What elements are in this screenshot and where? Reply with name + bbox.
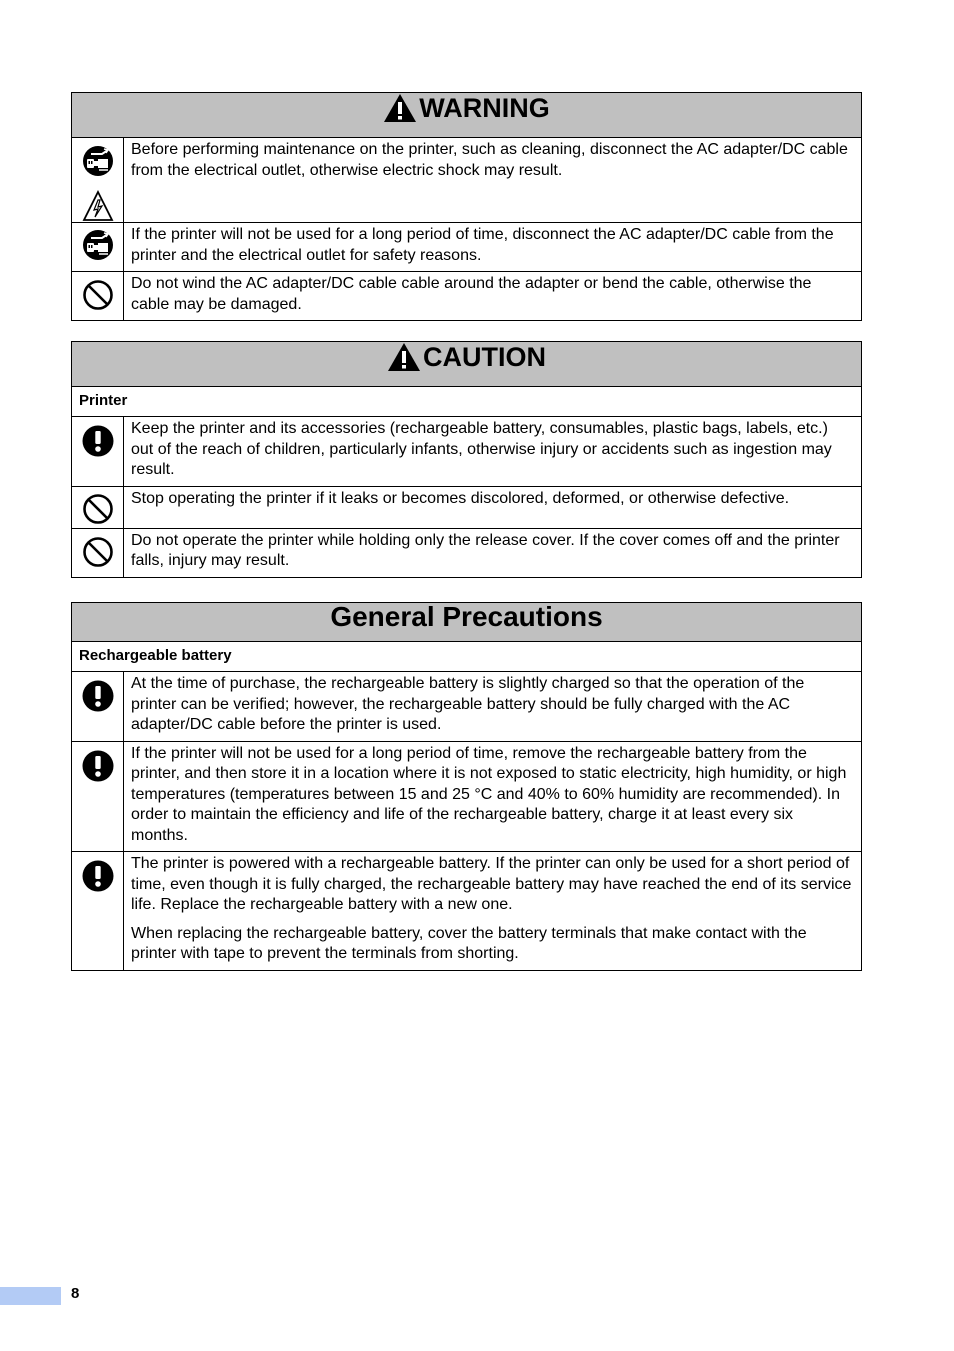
table-row <box>72 672 862 742</box>
mandatory-icon <box>82 750 114 782</box>
row-text: Before performing maintenance on the printer, such as cleaning, disconnect the AC adapter/DC cable from the electrical outlet, otherwise electric shock may result. <box>131 141 848 179</box>
prohibited-icon <box>82 279 114 311</box>
section-heading: Printer <box>72 387 862 417</box>
unplug-icon <box>82 145 114 177</box>
warning-triangle-icon <box>387 342 421 372</box>
table-row <box>72 741 862 852</box>
row-text: If the printer will not be used for a long period of time, remove the rechargeable battery from the printer, and then store it in a location where it is not exposed to static electricity, high humidity, or high temperatures (temperatures between 15 and 25 °C and 40% to 60% humidity are recommended). In order to maintain the efficiency and life of the rechargeable battery, charge it at least every six months. <box>131 744 847 844</box>
row-text: At the time of purchase, the rechargeable battery is slightly charged so that the operation of the printer can be verified; however, the rechargeable battery should be fully charged with the AC adapter/DC cable before the printer is used. <box>131 675 805 733</box>
prohibited-icon <box>82 493 114 525</box>
prohibited-icon <box>82 536 114 568</box>
caution-header <box>72 342 862 387</box>
mandatory-icon <box>82 860 114 892</box>
row-text-secondary: When replacing the rechargeable battery, cover the battery terminals that make contact with the printer with tape to prevent the terminals from shorting. <box>131 924 807 962</box>
row-text: Do not operate the printer while holding only the release cover. If the cover comes off and the printer falls, injury may result. <box>131 531 840 569</box>
table-row <box>72 417 862 487</box>
table-row <box>72 486 862 528</box>
caution-table <box>71 341 862 578</box>
warning-triangle-icon <box>383 93 417 123</box>
warning-title: WARNING <box>419 92 550 123</box>
row-text: Keep the printer and its accessories (rechargeable battery, consumables, plastic bags, labels, etc.) out of the reach of children, particularly infants, otherwise injury or accidents such as ingestion may result. <box>131 420 832 478</box>
general-title: General Precautions <box>330 601 603 632</box>
table-row <box>72 852 862 971</box>
electric-shock-icon <box>82 190 114 222</box>
warning-header <box>72 93 862 138</box>
row-text: Stop operating the printer if it leaks or becomes discolored, deformed, or otherwise defective. <box>131 489 790 507</box>
unplug-icon <box>82 229 114 261</box>
table-row <box>72 528 862 577</box>
page-number: 8 <box>71 1285 80 1302</box>
row-text: Do not wind the AC adapter/DC cable cable around the adapter or bend the cable, otherwise the cable may be damaged. <box>131 275 812 313</box>
row-text: If the printer will not be used for a long period of time, disconnect the AC adapter/DC cable from the printer and the electrical outlet for safety reasons. <box>131 226 834 264</box>
section-heading: Rechargeable battery <box>72 642 862 672</box>
table-row <box>72 223 862 272</box>
general-precautions-table <box>71 602 862 971</box>
caution-title: CAUTION <box>423 341 546 372</box>
mandatory-icon <box>82 680 114 712</box>
page-number-bar <box>0 1287 61 1305</box>
general-header <box>72 603 862 642</box>
mandatory-icon <box>82 425 114 457</box>
table-row <box>72 272 862 321</box>
table-row <box>72 138 862 223</box>
warning-table <box>71 92 862 321</box>
row-text: The printer is powered with a rechargeable battery. If the printer can only be used for a short period of time, even though it is fully charged, the rechargeable battery may have reached the end of its service life. Replace the rechargeable battery with a new one. <box>131 855 852 913</box>
